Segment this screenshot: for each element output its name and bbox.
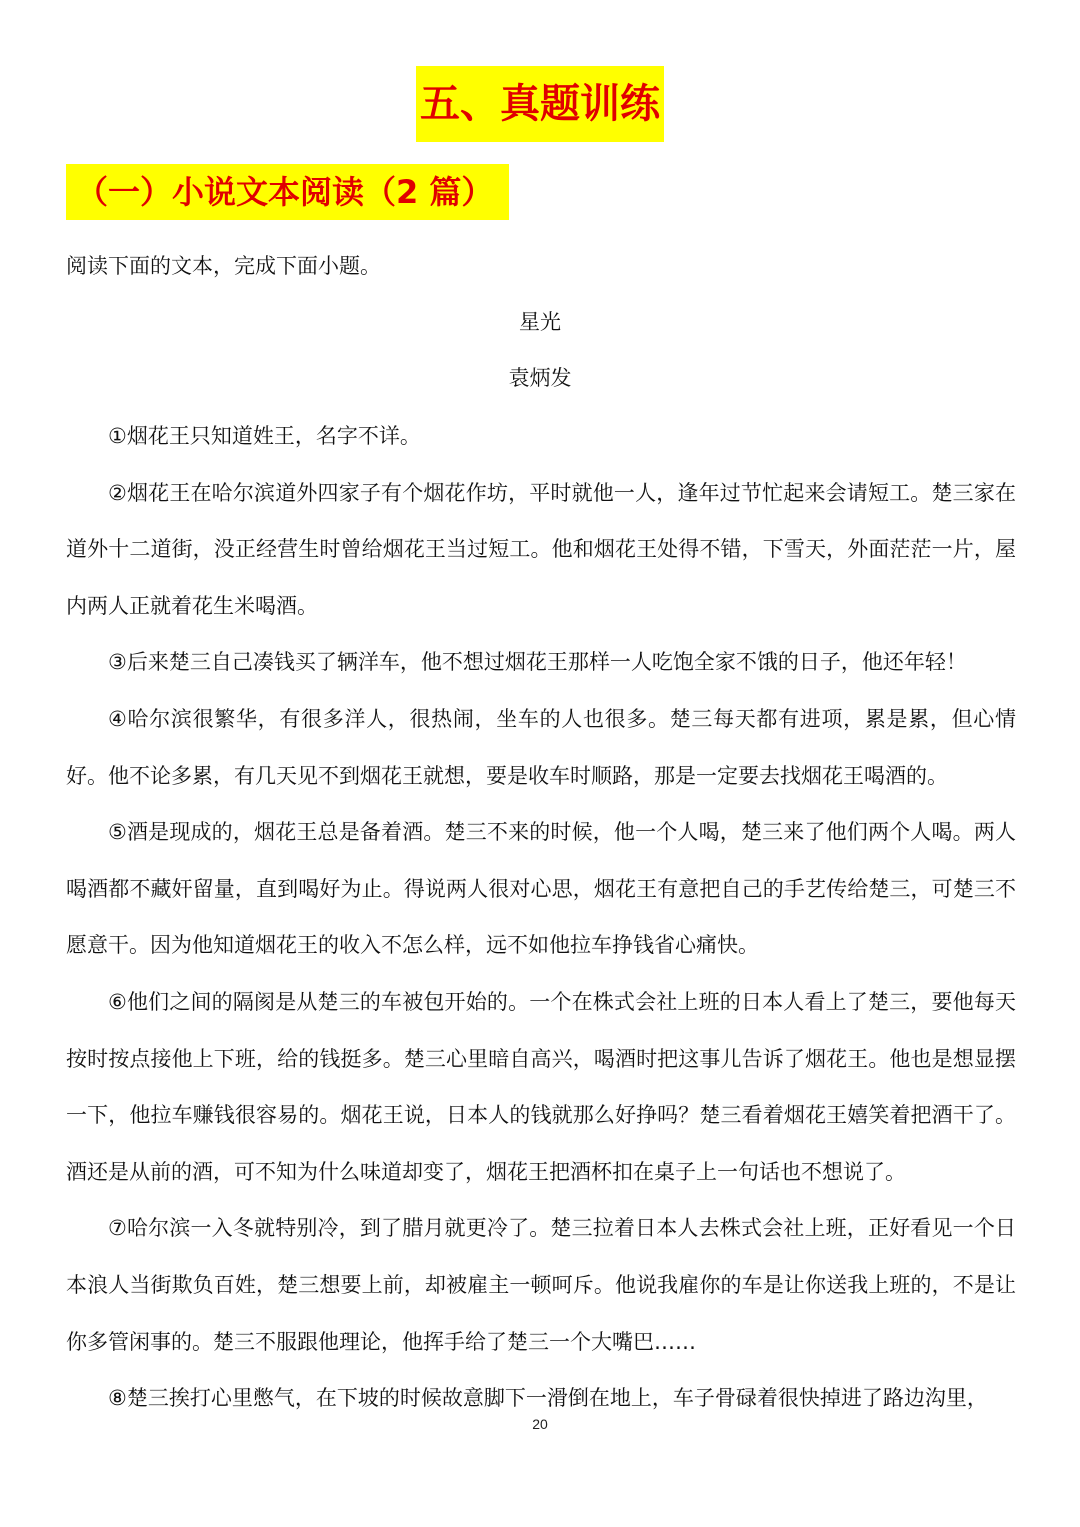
paragraph-5: ⑤酒是现成的，烟花王总是备着酒。楚三不来的时候，他一个人喝，楚三来了他们两个人喝。两人喝酒都不藏奸留量，直到喝好为止。得说两人很对心思，烟花王有意把自己的手艺传给楚三，可楚三不愿意干。因为他知道烟花王的收入不怎么样，远不如他拉车挣钱省心痛快。 [66, 820, 1016, 958]
paragraph-1: ①烟花王只知道姓王，名字不详。 [108, 424, 421, 448]
story-body [66, 408, 1016, 1427]
paragraph-2: ②烟花王在哈尔滨道外四家子有个烟花作坊，平时就他一人，逢年过节忙起来会请短工。楚三家在道外十二道街，没正经营生时曾给烟花王当过短工。他和烟花王处得不错，下雪天，外面茫茫一片，屋内两人正就着花生米喝酒。 [66, 480, 1016, 618]
main-title: 五、真题训练 [416, 66, 664, 142]
paragraph-3: ③后来楚三自己凑钱买了辆洋车，他不想过烟花王那样一人吃饱全家不饿的日子，他还年轻！ [108, 650, 967, 675]
story-author: 袁炳发 [508, 366, 572, 390]
paragraph-7: ⑦哈尔滨一入冬就特别冷，到了腊月就更冷了。楚三拉着日本人去株式会社上班，正好看见一个日本浪人当街欺负百姓，楚三想要上前，却被雇主一顿呵斥。他说我雇你的车是让你送我上班的，不是让你多管闲事的。楚三不服跟他理论，他挥手给了楚三一个大嘴巴…… [66, 1216, 1016, 1354]
paragraph-8: ⑧楚三挨打心里憋气，在下坡的时候故意脚下一滑倒在地上，车子骨碌着很快掉进了路边沟里， [108, 1386, 988, 1411]
paragraph-4: ④哈尔滨很繁华，有很多洋人，很热闹，坐车的人也很多。楚三每天都有进项，累是累，但心情好。他不论多累，有几天见不到烟花王就想，要是收车时顺路，那是一定要去找烟花王喝酒的。 [66, 706, 1016, 788]
instruction-text: 阅读下面的文本，完成下面小题。 [66, 254, 381, 278]
page-number: 20 [532, 1416, 548, 1432]
section-title: （一）小说文本阅读（2 篇） [66, 164, 509, 220]
main-title-wrap [0, 66, 1080, 142]
paragraph-6: ⑥他们之间的隔阂是从楚三的车被包开始的。一个在株式会社上班的日本人看上了楚三，要他每天按时按点接他上下班，给的钱挺多。楚三心里暗自高兴，喝酒时把这事儿告诉了烟花王。他也是想显摆一下，他拉车赚钱很容易的。烟花王说，日本人的钱就那么好挣吗？楚三看着烟花王嬉笑着把酒干了。酒还是从前的酒，可不知为什么味道却变了，烟花王把酒杯扣在桌子上一句话也不想说了。 [66, 989, 1016, 1184]
story-title: 星光 [519, 310, 561, 334]
